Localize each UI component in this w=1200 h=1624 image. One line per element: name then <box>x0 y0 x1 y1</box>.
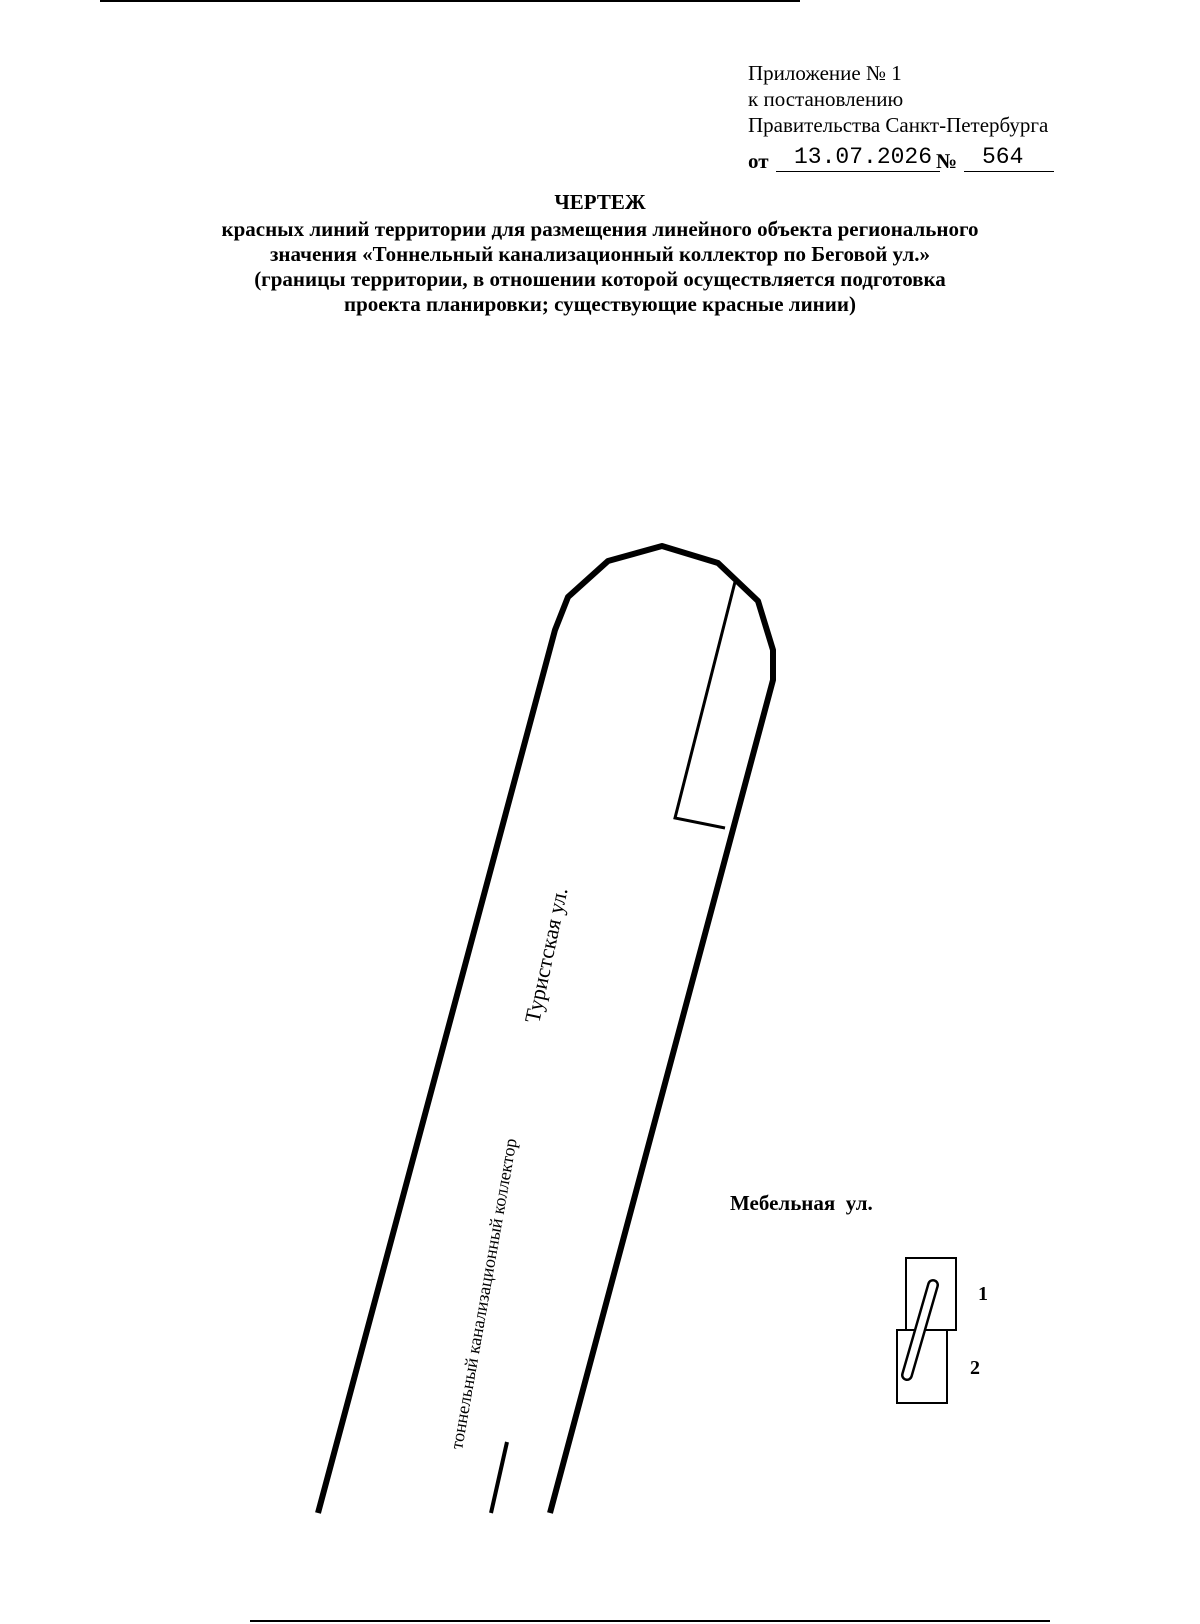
title-line-3: (границы территории, в отношении которой осуществляется подготовка <box>254 267 946 291</box>
number-prefix: № <box>936 149 958 173</box>
document-date: 13.07.2026 <box>776 144 940 172</box>
red-line-boundary <box>318 546 773 1513</box>
legend-label-2: 2 <box>970 1357 980 1379</box>
street-label-turistskaya: Туристская ул. <box>519 885 573 1026</box>
title-line-4: проекта планировки; существующие красные линии) <box>344 292 856 316</box>
collector-line <box>491 1442 507 1513</box>
document-number: 564 <box>964 144 1054 172</box>
appendix-line-2: к постановлению <box>748 87 904 111</box>
street-label-mebelnaya: Мебельная ул. <box>730 1191 873 1215</box>
legend-label-1: 1 <box>978 1283 988 1305</box>
inner-parcel <box>675 578 736 828</box>
appendix-line-3: Правительства Санкт-Петербурга <box>748 113 1049 137</box>
date-prefix: от <box>748 149 769 173</box>
title-heading: ЧЕРТЕЖ <box>554 190 646 214</box>
collector-label: тоннельный канализационный коллектор <box>446 1136 521 1451</box>
title-line-2: значения «Тоннельный канализационный коллектор по Беговой ул.» <box>269 242 931 266</box>
appendix-line-1: Приложение № 1 <box>748 61 902 85</box>
title-line-1: красных линий территории для размещения линейного объекта регионального <box>221 217 979 241</box>
